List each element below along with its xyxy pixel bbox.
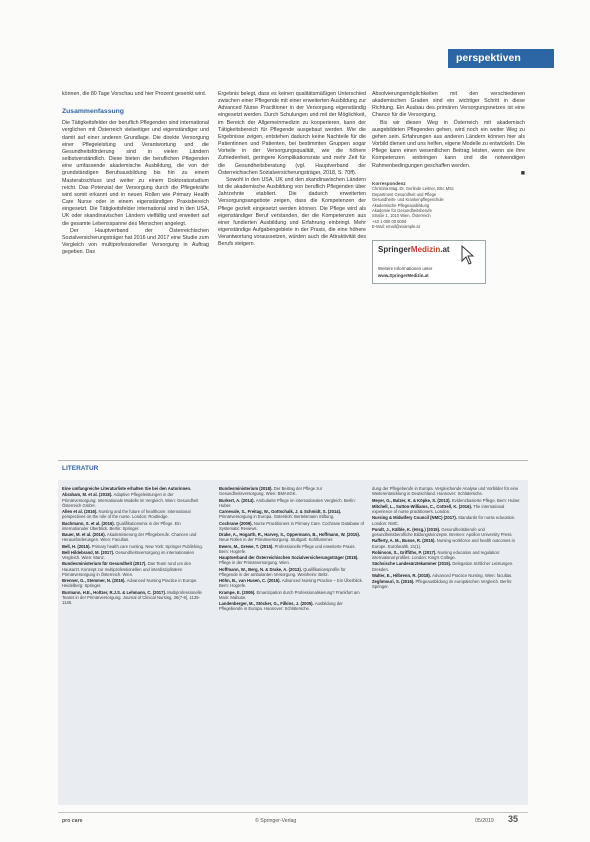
reference-author: Burkert, A. (2014). (219, 497, 256, 503)
paragraph: Bis wir diesen Weg in Österreich mit akademisch ausgebildeten Pflegenden gehen, wird noch ein weiter Weg zu gehen sein. Erfahrungen aus anderen Ländern können hier als Vorbild dienen und uns helfen, eigene Modelle zu entwickeln. Die Pflege kann einen wesentlichen Beitrag leisten, wenn sie ihre Kompetenzen einbringen kann und die notwendigen Rahmenbedingungen geschaffen werden. (372, 119, 525, 169)
reference-text: Standards for nurse education. London: NMC. (372, 515, 516, 526)
footer-divider (58, 812, 528, 813)
reference-text: Advanced Nursing Practice in Europe. Heidelberg: Springer. (62, 578, 198, 589)
reference-author: Walter, E., Hilbrenn, R. (2018). (372, 572, 433, 578)
reference-author: Brenner, G., Stemmer, N. (2016). (62, 578, 127, 583)
reference-text: Das Team rund um den Hausarzt. Konzept zur multiprofessionellen und interdisziplinären Primärversorgung in Österreich. Wien. (62, 561, 192, 577)
cursor-icon (461, 245, 475, 265)
issue-number: 05/2019 (475, 818, 494, 824)
reference-text: Nursing education and regulation: international profiles. London: King's College. (372, 549, 501, 560)
ad-info-text: Weitere Informationen unter (378, 265, 433, 271)
reference-author: Landenberger, M., Stöcker, G., Filkins, J. (2005). (219, 601, 315, 606)
article-column-3 (372, 91, 525, 284)
reference-text: Advanced Nursing Practice – Ein Überblick. Bern: Hogrefe. (219, 578, 363, 589)
paragraph: Die Tätigkeitsfelder der beruflich Pflegenden sind international verglichen mit Österreich vielseitiger und eigenständiger und damit auf einer anderen Grundlage. Die direkte Versorgung einer Pflegeleistung und Verantwortung und die Gesundheitsförderung sind in vielen Ländern selbstverständlich. Diese bieten die beruflichen Pflegenden eine umfassende akademische Ausbildung, die von der grundständigen Berufsausbildung bis hin zu einem Masterabschluss und weiter zu einem Doktoratsstudium reicht. Das Potenzial der Versorgung durch die Pflegekräfte wird somit erkannt und in neuen Rollen wie Primary Health Care Nurse oder in einem eigenständigen Praxisbereich eingesetzt. Die Tätigkeitsfelder international sind in den USA, UK oder skandinavischen Ländern vielfältig und erweitert auf die gesamte Lebensspanne des Menschen angelegt. (62, 120, 209, 227)
springermedizin-logo: SpringerMedizin.at (378, 244, 450, 254)
reference-text: Nurse Practitioners in Primary Care. Cochrane Database of Systematic Reviews. (219, 520, 365, 531)
reference-text: Nursing and the future of healthcare: international perspectives on the role of the nurse. London: Routledge. (62, 509, 191, 520)
contact-heading: Korrespondenz (372, 180, 406, 186)
reference-entry (372, 498, 522, 503)
reference-author: Bell Hildebrand, M. (2017). (62, 549, 116, 555)
journal-name: pro care (62, 818, 83, 824)
reference-author: Mitchell, L., Sutton-Williams, C., Cottrell, K. (2016). (372, 503, 474, 509)
reference-entry (372, 515, 522, 526)
reference-text: Akademisierung der Pflegeberufe. Chancen und Herausforderungen. Wien: Facultas. (62, 532, 197, 543)
reference-text: Pflege in der Primärversorgung. Wien. (219, 560, 290, 566)
end-mark-icon: ■ (520, 169, 525, 177)
reference-entry (62, 486, 207, 491)
reference-text: Pflegeausbildung im europäischen Vergleich. Berlin: Springer. (372, 578, 513, 590)
reference-author: Carnevale, S., Freitag, W., Gottschalk, J. & Schmidt, S. (2014). (219, 509, 342, 514)
reference-entry (372, 486, 522, 497)
article-column-2 (218, 91, 366, 248)
reference-author: Zeghmouri, S. (2016). (372, 578, 416, 584)
reference-author: Bundesministerium für Gesundheit (2017). (62, 561, 148, 567)
reference-author: Drake, A., Hogarth, R., Harvey, S., Oppermann, B., Hoffmann, W. (2015). (219, 532, 361, 537)
paragraph: Sowohl in den USA, UK und den skandinavischen Ländern ist die akademische Ausbildung von beruflich Pflegenden über Jahrzehnte etabliert. Die dadurch erweiterten Versorgungsangebote zeigen, dass die Kompetenzen der Pflege gezielt eingesetzt werden können. Die Pflege wird als eigenständiger Beruf verstanden, der die Kompetenzen aus einer fundierten Ausbildung und Erfahrung einbringt. Mehr eigenständige Aufgabengebiete in der Praxis, die eine höhere Verantwortung voraussetzen, würden auch die Attraktivität des Berufs steigern. (218, 176, 366, 248)
literatur-column-2 (219, 486, 364, 613)
reference-entry (62, 550, 207, 561)
contact-line: Akademische Pflegeausbildung (372, 202, 430, 208)
page-number: 35 (508, 814, 519, 824)
contact-line: Straße 1, 1010 Wien, Österreich (372, 213, 431, 219)
reference-entry (62, 544, 207, 549)
contact-line: Akademie für Gesundheitsberufe (372, 207, 432, 213)
contact-line: Gesundheits- und Krankenpflegeschule (372, 197, 444, 203)
contact-line: Christina Mag. Dr. Gerlinde Leitner, BSc MSc (372, 186, 454, 192)
reference-author: Sächsische Landesärztekammer (2015). (372, 561, 453, 567)
reference-author: Rafferty, A. M., Busse, R. (2015). (372, 538, 437, 544)
reference-text: Evidenzbasierte Pflege. Bern: Huber. (451, 497, 521, 503)
divider (58, 460, 528, 461)
reference-entry (372, 579, 522, 590)
literatur-column-3 (372, 486, 522, 590)
contact-line: Department Gesundheit und Pflege (372, 191, 437, 197)
reference-entry (62, 492, 207, 508)
reference-entry (219, 555, 364, 566)
reference-entry (62, 561, 207, 577)
reference-entry (62, 509, 207, 520)
reference-author: Hoffmann, W., Berg, N. & Drake, A. (2013). (219, 566, 304, 572)
springermedizin-ad[interactable] (372, 240, 486, 284)
reference-entry (62, 578, 207, 589)
ad-link[interactable]: www.SpringerMedizin.at (378, 272, 429, 278)
reference-text: Der Beitrag der Pflege zur Gesundheitsversorgung. Wien: BMASGK. (219, 486, 323, 497)
literatur-column-1 (62, 486, 207, 606)
reference-author: Abraham, M. et al. (2018). (62, 492, 114, 498)
reference-entry (372, 561, 522, 572)
paragraph: Ergebnis belegt, dass es keinen qualitätsmäßigen Unterschied zwischen einer Pflegende mit einer erweiterten Ausbildung zur Advanced Nurse Practitioner in der Versorgung eigenständig eingesetzt werden. Durch Schulungen und mit der Möglichkeit, im Bereich der Allgemeinmedizin zu kooperieren, kann der Tätigkeitsbereich für Pflegende ausgebaut werden. Wie die Ergebnisse zeigen, entstehen dadurch keine Nachteile für die Patientinnen und Patienten, bei bestimmten Gruppen sogar Vorteile in der Versorgungsqualität, wie die höhere Zufriedenheit, geringere Komplikationsrate und mehr Zeit für die Gesundheitsberatung (vgl. Hauptverband der Österreichischen Sozialversicherungsträger, 2018, S. 70ff). (218, 91, 366, 176)
reference-entry (219, 532, 364, 543)
reference-author: Burmann, H.E., Holtzer, R.J.S. & Lehmann, C. (2017). (62, 589, 168, 595)
section-banner (448, 49, 554, 68)
reference-text: Gesundheitsberufe und gesundheitsberufliche Bildungskonzepte. Bremen: Apollon University Press. (372, 526, 513, 537)
literatur-heading: LITERATUR (62, 465, 99, 472)
reference-entry (219, 601, 364, 612)
reference-author: Bundesministerium (2018). (219, 486, 274, 491)
reference-author: Bauer, M. et al. (2016). (62, 532, 107, 537)
reference-author: Ewers, M., Grewe, T. (2015). (219, 543, 275, 549)
paragraph: Der Hauptverband der Österreichischen Sozialversicherungsträger hat 2016 und 2017 eine Studie zum Vergleich von multiprofessioneller Versorgung in Auftrag gegeben. Das (62, 227, 209, 256)
reference-author: Cochrane (2009). (219, 520, 254, 526)
reference-entry (219, 521, 364, 532)
reference-entry (219, 590, 364, 601)
reference-text: Ambulante Pflege im internationalen Vergleich. Berlin: Huber. (219, 497, 356, 508)
reference-author: Pundt, J., Kälble, K. (Hrsg.) (2015). (372, 526, 442, 532)
reference-text: Neue Rollen in der Primärversorgung. Stuttgart: Kohlhammer. (219, 537, 334, 543)
reference-author: Bell, H. (2015). (62, 543, 92, 549)
reference-text: Qualifikationsmix in der Pflege. Ein internationaler Überblick. Berlin: Springer. (62, 520, 181, 531)
reference-text: Primärversorgung in Europa. Gütersloh: Bertelsmann Stiftung. (219, 514, 335, 520)
reference-entry (372, 550, 522, 561)
reference-author: Krampe, E. (2009). (219, 589, 257, 595)
reference-entry (219, 578, 364, 589)
reference-text: Multiprofessionelle Teams in der Primärversorgung. Journal of Clinical Nursing, 26(7-8), 1135-1148. (62, 589, 202, 606)
reference-entry (219, 567, 364, 578)
reference-text: Ausbildung der Pflegeberufe in Europa. Hannover: Schlütersche. (219, 601, 343, 612)
reference-entry (372, 573, 522, 578)
contact-line: +43 1 000 00 0000 (372, 218, 407, 224)
reference-entry (372, 538, 522, 549)
section-label: perspektiven (456, 52, 521, 64)
reference-entry (219, 486, 364, 497)
reference-text: Advanced Practice Nursing. Wien: facultas. (432, 572, 513, 578)
contact-line: E-Mail: email@example.at (372, 224, 420, 230)
reference-text: Emanzipation durch Professionalisierung? Frankfurt am Main: Mabuse. (219, 589, 360, 600)
reference-author: Höhn, B., van Husen, C. (2015). (219, 578, 282, 583)
paragraph: können, die 80 Tage Vorschau und hier Prozent gesenkt wird. (62, 91, 207, 97)
reference-author: Robinson, S., Griffiths, P. (2017). (372, 549, 438, 555)
reference-author: Nursing & Midwifery Council (NMC) (2017). (372, 515, 459, 521)
reference-text: Nursing workforce and health outcomes in Europe. Eurohealth, 21(1). (372, 538, 515, 549)
reference-text: dung der Pflegeberufe in Europa. Vergleichende Analyse und Vorbilder für eine Weiterentwicklung in Deutschland. Hannover: Schlütersche. (372, 486, 519, 497)
reference-author: Bachmann, S. et al. (2016). (62, 520, 116, 526)
contact-block (372, 181, 525, 230)
reference-text: Adaptive Pflegeleistungen in der Primärversorgung: Internationale Modelle im Vergleich. Wien: Gesundheit Österreich GmbH. (62, 492, 199, 508)
reference-entry (372, 504, 522, 515)
section-heading: Zusammenfassung (62, 108, 124, 116)
reference-text: Delegation ärztlicher Leistungen. Dresden. (372, 561, 514, 572)
article-column-1 (62, 91, 209, 256)
reference-author: Meyer, G., Balzer, K. & Köpke, S. (2013). (372, 497, 452, 503)
reference-entry (62, 590, 207, 606)
reference-text: Primary health care nursing. New York: Springer Publishing. (91, 543, 203, 549)
reference-author: Allen et al. (2016). (62, 509, 99, 514)
reference-entry (219, 544, 364, 555)
reference-entry (62, 532, 207, 543)
reference-text: Qualifikationsprofile für Pflegende in der ambulanten Versorgung. Weinheim: Beltz. (219, 566, 346, 577)
reference-text: Professionelle Pflege und erweiterte Praxis. Bern: Hogrefe. (219, 543, 356, 554)
reference-author: Hauptverband der Österreichischen Sozialversicherungsträger (2018). (219, 555, 359, 560)
reference-entry (372, 527, 522, 538)
paragraph: Absolvierungsmöglichkeiten mit den verschiedenen akademischen Graden sind ein wichtiger Schritt in diese Richtung. Ein Ausbau des primären Versorgungsnetzes ist eine Chance für die Versorgung. (372, 91, 525, 119)
reference-text: Gesundheitsversorgung im internationalen Vergleich. Wien: Manz. (62, 549, 194, 560)
reference-entry (62, 521, 207, 532)
reference-entry (219, 509, 364, 520)
publisher: © Springer-Verlag (255, 818, 297, 824)
reference-entry (219, 498, 364, 509)
reference-text: The international experience of nurse practitioners. London. (372, 503, 505, 514)
reference-author: Eine umfangreiche Literaturliste erhalten Sie bei den Autorinnen. (62, 486, 192, 491)
